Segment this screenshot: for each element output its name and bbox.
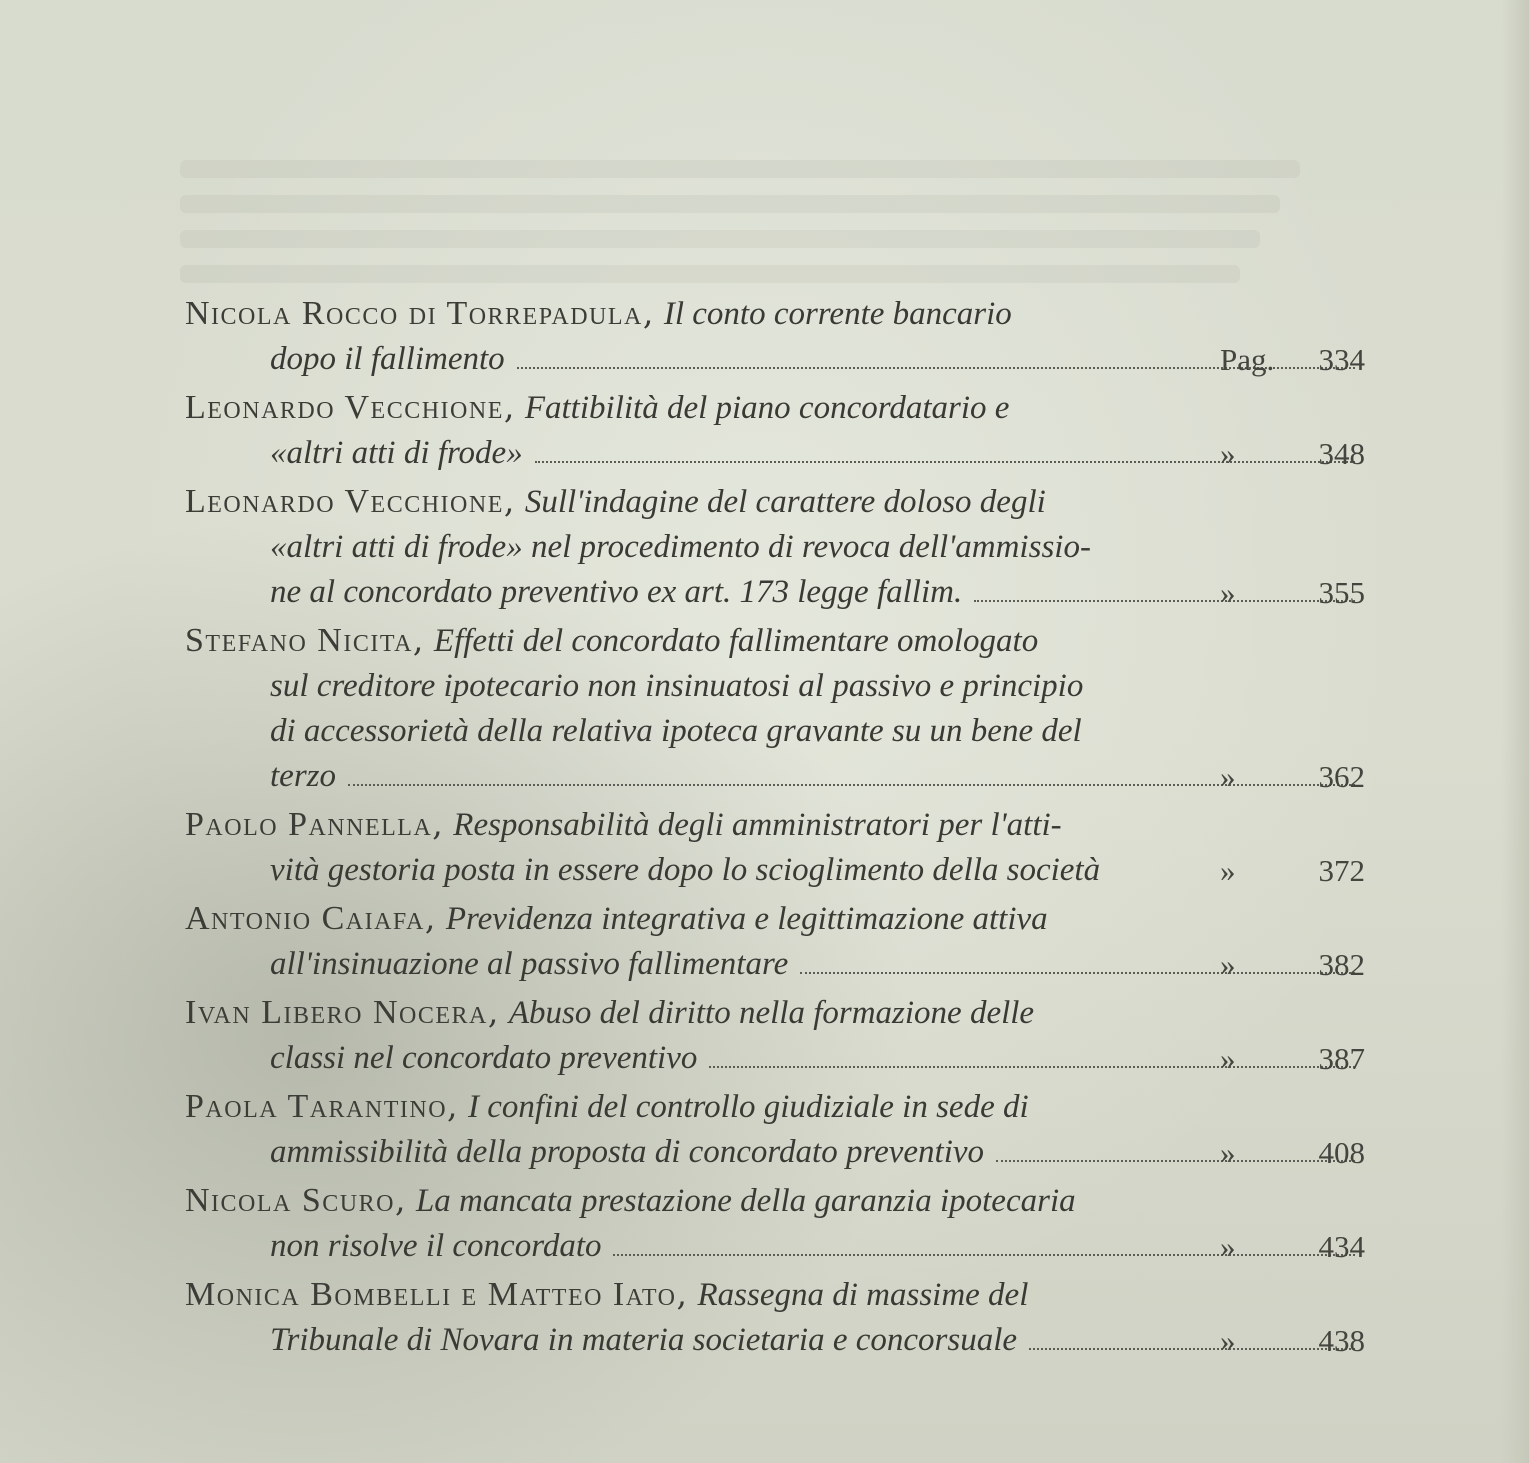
- toc-entry: [185, 801, 1365, 893]
- page-number: 355: [1318, 575, 1365, 610]
- toc-entry-head: Leonardo Vecchione, Sull'indagine del carattere doloso degli: [185, 481, 1046, 520]
- page-reference: [1200, 1224, 1365, 1269]
- bleed-through-line: [180, 265, 1240, 283]
- entry-title-last-line: [185, 1036, 1365, 1081]
- toc-entry-head: Paola Tarantino, I confini del controllo giudiziale in sede di: [185, 1086, 1029, 1125]
- page-number: 408: [1318, 1135, 1365, 1170]
- page-number: 348: [1318, 436, 1365, 471]
- bleed-through-line: [180, 230, 1260, 248]
- page-reference: [1200, 754, 1365, 799]
- entry-author: Leonardo Vecchione: [185, 483, 504, 520]
- page-marker: »: [1220, 1135, 1236, 1170]
- page-reference: [1200, 942, 1365, 987]
- entry-title-line: ammissibilità della proposta di concordato preventivo: [270, 1134, 985, 1170]
- toc-entry: [185, 1177, 1365, 1269]
- entry-title-line: dopo il fallimento: [270, 341, 505, 377]
- entry-author: Stefano Nicita: [185, 622, 413, 659]
- toc-entry: [185, 989, 1365, 1081]
- table-of-contents: [185, 290, 1365, 1365]
- entry-title-last-line: [185, 337, 1365, 382]
- page-reference: [1200, 848, 1365, 893]
- page-marker: »: [1220, 1229, 1236, 1264]
- entry-title-line: ne al concordato preventivo ex art. 173 legge fallim.: [270, 574, 963, 610]
- toc-entry-head: Stefano Nicita, Effetti del concordato fallimentare omologato: [185, 620, 1039, 659]
- entry-title-last-line: [185, 570, 1365, 615]
- toc-entry-head: Nicola Scuro, La mancata prestazione della garanzia ipotecaria: [185, 1180, 1076, 1219]
- entry-author: Paolo Pannella: [185, 806, 433, 843]
- page-number: 387: [1318, 1041, 1365, 1076]
- page-marker: »: [1220, 575, 1236, 610]
- toc-entry: [185, 384, 1365, 476]
- toc-entry-head: Ivan Libero Nocera, Abuso del diritto nella formazione delle: [185, 992, 1035, 1031]
- entry-title-line: di accessorietà della relativa ipoteca gravante su un bene del: [270, 713, 1082, 749]
- page-reference: [1200, 570, 1365, 615]
- entry-title-line: «altri atti di frode»: [270, 435, 523, 471]
- toc-entry: [185, 478, 1365, 615]
- entry-author: Paola Tarantino: [185, 1088, 448, 1125]
- toc-entry-head: Antonio Caiafa, Previdenza integrativa e legittimazione attiva: [185, 898, 1048, 937]
- entry-title-last-line: [185, 1318, 1365, 1363]
- entry-title-line: all'insinuazione al passivo fallimentare: [270, 946, 789, 982]
- entry-title-line: I confini del controllo giudiziale in sede di: [468, 1089, 1029, 1125]
- entry-author: Monica Bombelli e Matteo Iato: [185, 1276, 677, 1313]
- page-number: 372: [1318, 853, 1365, 888]
- page-reference: [1200, 337, 1365, 382]
- toc-entry-head: Leonardo Vecchione, Fattibilità del piano concordatario e: [185, 387, 1010, 426]
- entry-author: Nicola Rocco di Torrepadula: [185, 295, 643, 332]
- page-number: 438: [1318, 1323, 1365, 1358]
- entry-title-line: Tribunale di Novara in materia societaria e concorsuale: [270, 1322, 1018, 1358]
- toc-entry: [185, 1083, 1365, 1175]
- toc-entry-head: Monica Bombelli e Matteo Iato, Rassegna di massime del: [185, 1274, 1029, 1313]
- entry-title-line: sul creditore ipotecario non insinuatosi al passivo e principio: [270, 668, 1084, 704]
- entry-title-last-line: [185, 942, 1365, 987]
- entry-author: Ivan Libero Nocera: [185, 994, 488, 1031]
- toc-entry: [185, 895, 1365, 987]
- page-marker: »: [1220, 853, 1236, 888]
- entry-title-line: Responsabilità degli amministratori per l'atti-: [453, 807, 1062, 843]
- entry-title-line: La mancata prestazione della garanzia ipotecaria: [415, 1183, 1076, 1219]
- page-number: 362: [1318, 759, 1365, 794]
- page-reference: [1200, 1036, 1365, 1081]
- entry-title-line: non risolve il concordato: [270, 1228, 602, 1264]
- page-number: 434: [1318, 1229, 1365, 1264]
- entry-title-last-line: [185, 848, 1365, 893]
- bleed-through-line: [180, 195, 1280, 213]
- page-reference: [1200, 1318, 1365, 1363]
- entry-title-line: terzo: [270, 758, 336, 794]
- entry-title-line: vità gestoria posta in essere dopo lo scioglimento della società: [270, 852, 1101, 888]
- bleed-through-line: [180, 160, 1300, 178]
- toc-entry: [185, 1271, 1365, 1363]
- page-marker: »: [1220, 947, 1236, 982]
- entry-author: Antonio Caiafa: [185, 900, 425, 937]
- entry-title-last-line: [185, 431, 1365, 476]
- entry-title-last-line: [185, 1224, 1365, 1269]
- entry-title-last-line: [185, 1130, 1365, 1175]
- page-marker: »: [1220, 759, 1236, 794]
- entry-title-line: Previdenza integrativa e legittimazione attiva: [445, 901, 1048, 937]
- entry-title-line: Rassegna di massime del: [697, 1277, 1029, 1313]
- entry-title-line: «altri atti di frode» nel procedimento di revoca dell'ammissio-: [270, 529, 1091, 565]
- page-edge-shadow: [1501, 0, 1529, 1463]
- toc-entry-head: Nicola Rocco di Torrepadula, Il conto corrente bancario: [185, 293, 1012, 332]
- toc-entry: [185, 617, 1365, 799]
- entry-title-line: Effetti del concordato fallimentare omologato: [433, 623, 1039, 659]
- entry-title-line: Sull'indagine del carattere doloso degli: [524, 484, 1046, 520]
- page-number: 382: [1318, 947, 1365, 982]
- entry-title-line: Il conto corrente bancario: [663, 296, 1012, 332]
- entry-title-line: Fattibilità del piano concordatario e: [524, 390, 1010, 426]
- entry-author: Leonardo Vecchione: [185, 389, 504, 426]
- page-marker: »: [1220, 1323, 1236, 1358]
- entry-title-last-line: [185, 754, 1365, 799]
- toc-entry-head: Paolo Pannella, Responsabilità degli amministratori per l'atti-: [185, 804, 1062, 843]
- toc-entry: [185, 290, 1365, 382]
- entry-author: Nicola Scuro: [185, 1182, 395, 1219]
- page-number: 334: [1318, 342, 1365, 377]
- page-reference: [1200, 1130, 1365, 1175]
- page-reference: [1200, 431, 1365, 476]
- page-marker: »: [1220, 1041, 1236, 1076]
- page-marker: »: [1220, 436, 1236, 471]
- page-marker: Pag.: [1220, 342, 1275, 377]
- entry-title-line: Abuso del diritto nella formazione delle: [508, 995, 1035, 1031]
- entry-title-line: classi nel concordato preventivo: [270, 1040, 698, 1076]
